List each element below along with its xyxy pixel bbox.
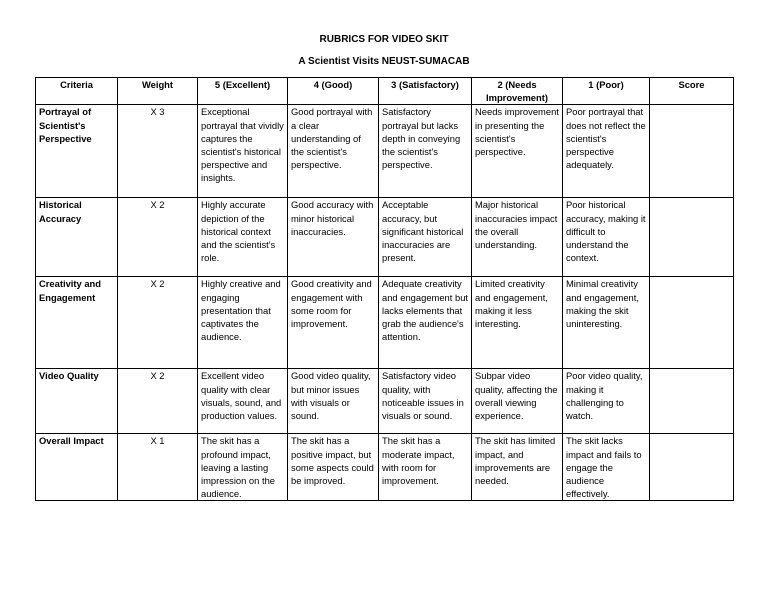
satisfactory-cell: Satisfactory portrayal but lacks depth in conveying the scientist's perspective.	[379, 105, 472, 198]
poor-cell: The skit lacks impact and fails to engage the audience effectively.	[563, 434, 650, 501]
score-cell[interactable]	[650, 198, 734, 277]
table-row	[36, 434, 734, 501]
excellent-cell: Highly creative and engaging presentation that captivates the audience.	[198, 277, 288, 369]
table-row	[36, 277, 734, 369]
criteria-cell: Historical Accuracy	[36, 198, 118, 277]
table-row	[36, 105, 734, 198]
criteria-cell: Video Quality	[36, 369, 118, 434]
criteria-cell: Overall Impact	[36, 434, 118, 501]
weight-cell: X 2	[118, 277, 198, 369]
satisfactory-cell: Adequate creativity and engagement but lacks elements that grab the audience's attention.	[379, 277, 472, 369]
score-cell[interactable]	[650, 369, 734, 434]
poor-cell: Minimal creativity and engagement, making the skit uninteresting.	[563, 277, 650, 369]
header-excellent: 5 (Excellent)	[198, 78, 288, 105]
document-title: RUBRICS FOR VIDEO SKIT	[319, 34, 449, 45]
rubric-table	[35, 77, 734, 501]
poor-cell: Poor historical accuracy, making it difficult to understand the context.	[563, 198, 650, 277]
weight-cell: X 3	[118, 105, 198, 198]
table-row	[36, 369, 734, 434]
good-cell: Good accuracy with minor historical inaccuracies.	[288, 198, 379, 277]
needs-improvement-cell: Subpar video quality, affecting the overall viewing experience.	[472, 369, 563, 434]
satisfactory-cell: Satisfactory video quality, with noticeable issues in visuals or sound.	[379, 369, 472, 434]
needs-improvement-cell: Needs improvement in presenting the scientist's perspective.	[472, 105, 563, 198]
poor-cell: Poor video quality, making it challenging to watch.	[563, 369, 650, 434]
excellent-cell: Exceptional portrayal that vividly captures the scientist's historical perspective and insights.	[198, 105, 288, 198]
criteria-cell: Portrayal of Scientist's Perspective	[36, 105, 118, 198]
table-row	[36, 198, 734, 277]
excellent-cell: Highly accurate depiction of the historical context and the scientist's role.	[198, 198, 288, 277]
header-good: 4 (Good)	[288, 78, 379, 105]
header-score: Score	[650, 78, 734, 105]
needs-improvement-cell: The skit has limited impact, and improvements are needed.	[472, 434, 563, 501]
satisfactory-cell: Acceptable accuracy, but significant historical inaccuracies are present.	[379, 198, 472, 277]
weight-cell: X 2	[118, 369, 198, 434]
document-subtitle: A Scientist Visits NEUST-SUMACAB	[298, 56, 470, 67]
weight-cell: X 1	[118, 434, 198, 501]
satisfactory-cell: The skit has a moderate impact, with room for improvement.	[379, 434, 472, 501]
good-cell: Good portrayal with a clear understanding of the scientist's perspective.	[288, 105, 379, 198]
needs-improvement-cell: Major historical inaccuracies impact the overall understanding.	[472, 198, 563, 277]
good-cell: The skit has a positive impact, but some aspects could be improved.	[288, 434, 379, 501]
good-cell: Good creativity and engagement with some room for improvement.	[288, 277, 379, 369]
score-cell[interactable]	[650, 434, 734, 501]
header-row	[36, 78, 734, 105]
header-weight: Weight	[118, 78, 198, 105]
good-cell: Good video quality, but minor issues with visuals or sound.	[288, 369, 379, 434]
score-cell[interactable]	[650, 105, 734, 198]
score-cell[interactable]	[650, 277, 734, 369]
criteria-cell: Creativity and Engagement	[36, 277, 118, 369]
excellent-cell: Excellent video quality with clear visuals, sound, and production values.	[198, 369, 288, 434]
excellent-cell: The skit has a profound impact, leaving a lasting impression on the audience.	[198, 434, 288, 501]
header-satisfactory: 3 (Satisfactory)	[379, 78, 472, 105]
header-criteria: Criteria	[36, 78, 118, 105]
header-poor: 1 (Poor)	[563, 78, 650, 105]
needs-improvement-cell: Limited creativity and engagement, making it less interesting.	[472, 277, 563, 369]
poor-cell: Poor portrayal that does not reflect the scientist's perspective adequately.	[563, 105, 650, 198]
weight-cell: X 2	[118, 198, 198, 277]
header-needs-improvement: 2 (Needs Improvement)	[472, 78, 563, 105]
